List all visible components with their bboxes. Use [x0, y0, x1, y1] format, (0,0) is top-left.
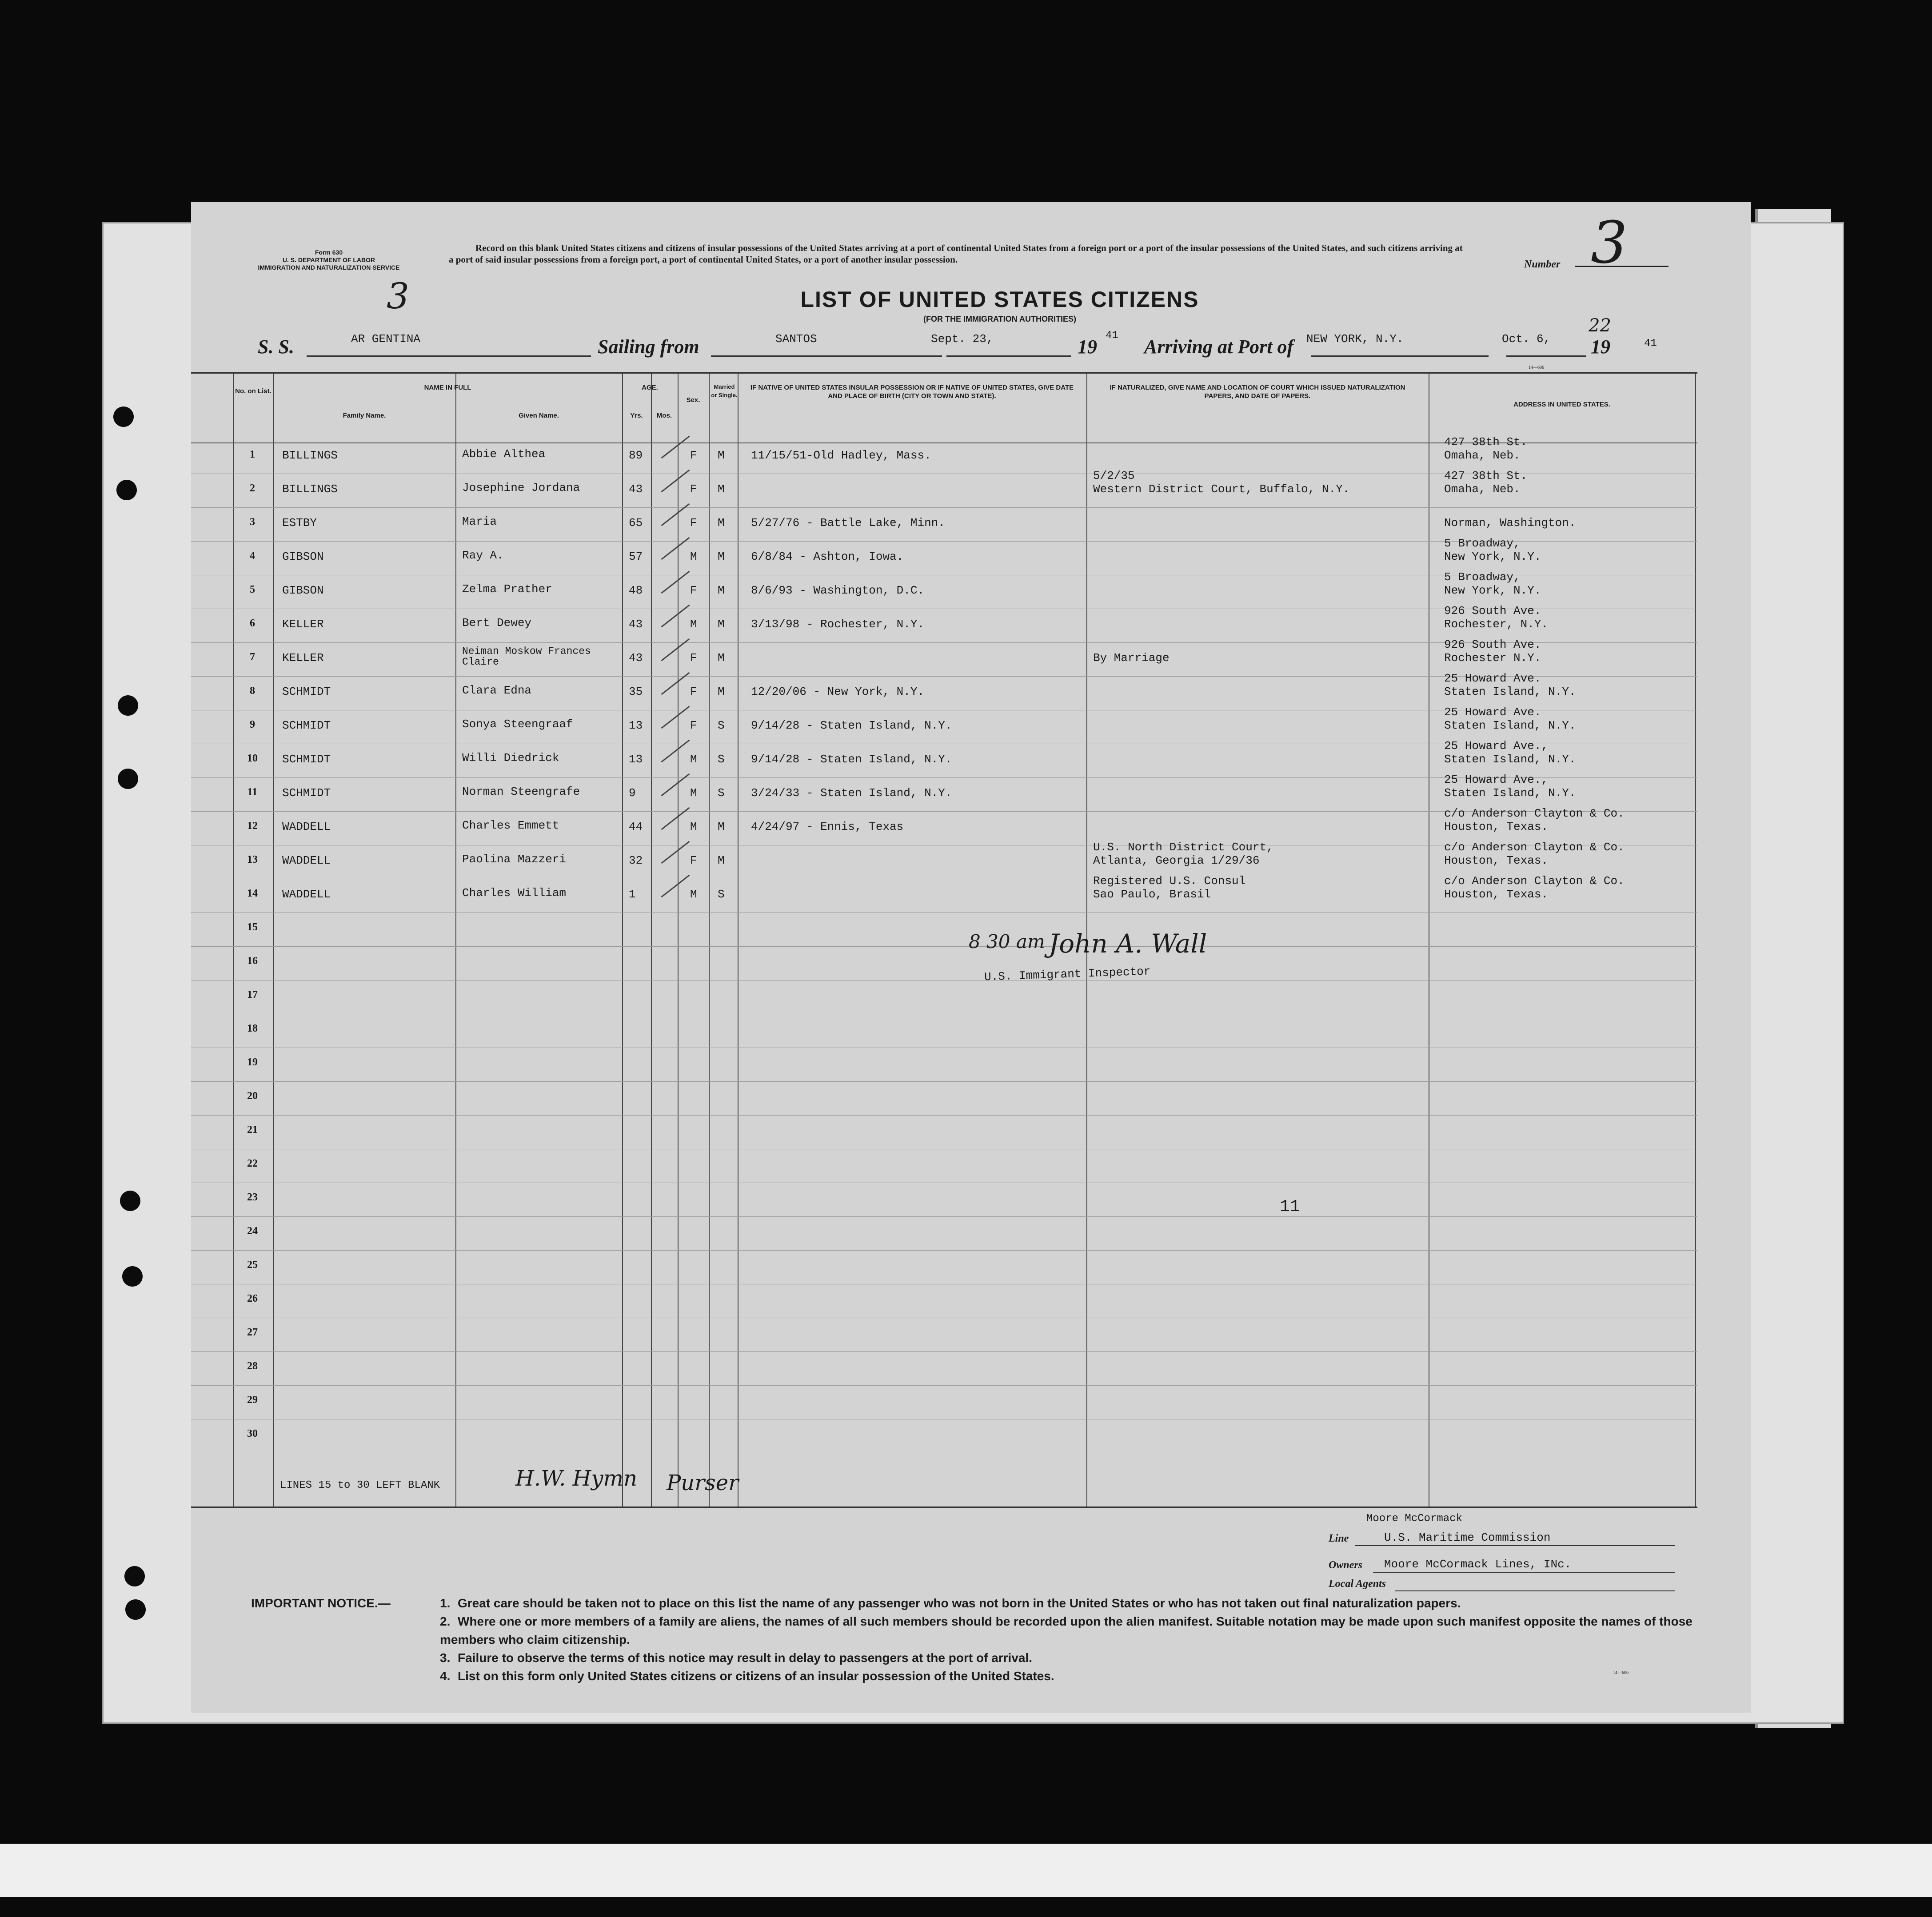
given-name: Bert Dewey [462, 616, 532, 630]
address-line-2: New York, N.Y. [1444, 584, 1541, 597]
marital-status: M [718, 550, 725, 563]
row-rule [191, 507, 1697, 508]
punch-hole [113, 407, 134, 427]
purser-signature: H.W. Hymn [515, 1466, 637, 1491]
ship-underline [307, 355, 591, 357]
row-rule [191, 1081, 1697, 1082]
column-divider [273, 374, 274, 1506]
address-line-1: 25 Howard Ave. [1444, 705, 1541, 719]
line-number: 8 [250, 685, 255, 697]
sex: F [690, 719, 697, 732]
owners-value: Moore McCormack Lines, INc. [1384, 1558, 1572, 1571]
line-number: 6 [250, 618, 255, 629]
address-line-2: Houston, Texas. [1444, 888, 1549, 901]
naturalization-line-2: Western District Court, Buffalo, N.Y. [1093, 482, 1350, 496]
line-number: 22 [247, 1158, 258, 1169]
birth-date-place: 6/8/84 - Ashton, Iowa. [751, 550, 904, 563]
line-number: 26 [247, 1293, 258, 1304]
sex: F [690, 854, 697, 867]
naturalization-line-2: By Marriage [1093, 651, 1170, 665]
line-number: 2 [250, 482, 255, 494]
address-line-1: c/o Anderson Clayton & Co. [1444, 841, 1625, 854]
address-line-1: 5 Broadway, [1444, 570, 1521, 584]
punch-hole [120, 1191, 140, 1211]
punch-hole [118, 695, 138, 716]
col-header-name-in-full: NAME IN FULL [424, 384, 471, 391]
print-code: 14—606 [1529, 365, 1544, 370]
age-years: 48 [629, 584, 643, 597]
family-name: SCHMIDT [282, 753, 331, 766]
arriving-label: Arriving at Port of [1144, 336, 1294, 358]
address-line-2: Rochester N.Y. [1444, 651, 1541, 665]
sailing-year: 41 [1106, 330, 1118, 342]
blank-lines-note: LINES 15 to 30 LEFT BLANK [280, 1479, 440, 1491]
naturalization-line-1: U.S. North District Court, [1093, 841, 1273, 854]
age-years: 13 [629, 719, 643, 732]
punch-hole [116, 480, 137, 500]
purser-title: Purser [667, 1471, 739, 1495]
age-years: 43 [629, 482, 643, 496]
owners-label: Owners [1329, 1559, 1363, 1571]
line-number: 5 [250, 584, 255, 595]
family-name: ESTBY [282, 516, 317, 530]
address-line-1: 926 South Ave. [1444, 604, 1541, 618]
film-edge-strip [0, 1844, 1932, 1897]
birth-date-place: 4/24/97 - Ennis, Texas [751, 820, 904, 833]
handwritten-list-number: 3 [387, 275, 409, 317]
notice-item: 3. Failure to observe the terms of this notice may result in delay to passengers at the port of arrival. [440, 1651, 1033, 1665]
age-years: 43 [629, 618, 643, 631]
birth-date-place: 3/13/98 - Rochester, N.Y. [751, 618, 925, 631]
marital-status: M [718, 618, 725, 631]
department-name: U. S. DEPARTMENT OF LABOR [282, 256, 375, 263]
sailing-port: SANTOS [775, 332, 817, 346]
line-number: 18 [247, 1023, 258, 1034]
local-agents-label: Local Agents [1329, 1578, 1386, 1590]
marital-status: M [718, 449, 725, 462]
line-number: 15 [247, 921, 258, 933]
row-rule [191, 1250, 1697, 1251]
address-line-2: Houston, Texas. [1444, 820, 1549, 833]
birth-date-place: 8/6/93 - Washington, D.C. [751, 584, 925, 597]
sex: M [690, 753, 697, 766]
arrival-year-prefix: 19 [1591, 336, 1610, 358]
line-number: 28 [247, 1360, 258, 1372]
line-number: 19 [247, 1056, 258, 1068]
line-number: 3 [250, 516, 255, 528]
age-years: 65 [629, 516, 643, 530]
local-agents-underline [1395, 1590, 1675, 1591]
address-line-2: Omaha, Neb. [1444, 449, 1521, 462]
sex: F [690, 685, 697, 698]
address-line-1: 5 Broadway, [1444, 537, 1521, 550]
naturalization-line-2: Atlanta, Georgia 1/29/36 [1093, 854, 1260, 867]
sex: F [690, 651, 697, 665]
line-number: 24 [247, 1225, 258, 1237]
birth-date-place: 11/15/51-Old Hadley, Mass. [751, 449, 931, 462]
marital-status: M [718, 584, 725, 597]
family-name: KELLER [282, 618, 324, 631]
family-name: GIBSON [282, 550, 324, 563]
sex: F [690, 516, 697, 530]
sex: M [690, 618, 697, 631]
line-number: 21 [247, 1124, 258, 1136]
address-line-2: Omaha, Neb. [1444, 482, 1521, 496]
given-name: Paolina Mazzeri [462, 853, 567, 866]
sailing-date: Sept. 23, [931, 332, 994, 346]
line-number: 10 [247, 753, 258, 764]
given-name: Ray A. [462, 549, 504, 562]
line-underline [1355, 1545, 1675, 1546]
arrival-date: Oct. 6, [1502, 332, 1551, 346]
birth-date-place: 9/14/28 - Staten Island, N.Y. [751, 753, 952, 766]
arrival-date-underline [1506, 355, 1586, 357]
col-header-sex: Sex. [686, 396, 700, 404]
address-line-1: 427 38th St. [1444, 469, 1528, 482]
col-header-married: Married or Single. [711, 383, 738, 399]
form-number: Form 630 [315, 249, 343, 256]
notice-item: 4. List on this form only United States citizens or citizens of an insular possession of the United States. [440, 1669, 1054, 1683]
arrival-port-underline [1311, 355, 1489, 357]
column-divider [651, 374, 652, 1506]
sex: M [690, 550, 697, 563]
birth-date-place: 5/27/76 - Battle Lake, Minn. [751, 516, 945, 530]
sex: M [690, 786, 697, 800]
family-name: SCHMIDT [282, 719, 331, 732]
address-line-2: Staten Island, N.Y. [1444, 786, 1576, 800]
form-instructions: Record on this blank United States citizens and citizens of insular possessions of the United States arriving at a port of continental United States from a foreign port or a port of the insular possessions of the United States, and such citizens arriving at a port of said insular possessions from a foreign port, a port of continental United States, or a port of another insular possession. [449, 243, 1463, 265]
address-line-2: Staten Island, N.Y. [1444, 753, 1576, 766]
sex: F [690, 449, 697, 462]
address-line-1: c/o Anderson Clayton & Co. [1444, 874, 1625, 888]
given-name: Maria [462, 515, 497, 528]
line-label: Line [1329, 1533, 1349, 1544]
address-line-2: Rochester, N.Y. [1444, 618, 1549, 631]
sailing-date-underline [946, 355, 1071, 357]
birth-date-place: 9/14/28 - Staten Island, N.Y. [751, 719, 952, 732]
line-number: 1 [250, 449, 255, 460]
col-header-age: AGE. [642, 384, 658, 391]
line-number: 12 [247, 820, 258, 832]
notice-label: IMPORTANT NOTICE.— [251, 1596, 391, 1610]
service-name: IMMIGRATION AND NATURALIZATION SERVICE [258, 264, 400, 271]
col-header-naturalized: IF NATURALIZED, GIVE NAME AND LOCATION OF COURT WHICH ISSUED NATURALIZATION PAPERS, AND DATE OF PAPERS. [1110, 384, 1405, 400]
column-divider [455, 374, 456, 1506]
given-name: Charles Emmett [462, 819, 559, 832]
marital-status: M [718, 516, 725, 530]
list-number: 3 [1591, 209, 1628, 276]
given-name: Sonya Steengraaf [462, 717, 573, 731]
col-header-mos: Mos. [656, 412, 672, 419]
notice-item: 2. Where one or more members of a family are aliens, the names of all such members should be recorded upon the alien manifest. Suitable notation may be made upon such manifest opposite the names of those members who claim citizenship. [440, 1614, 1692, 1646]
marital-status: M [718, 651, 725, 665]
sailing-from-label: Sailing from [598, 336, 699, 358]
age-years: 1 [629, 888, 636, 901]
address-line-2: New York, N.Y. [1444, 550, 1541, 563]
ss-label: S. S. [258, 336, 294, 358]
family-name: SCHMIDT [282, 786, 331, 800]
sex: M [690, 820, 697, 833]
inspection-time: 8 30 am [969, 931, 1045, 953]
form-identifier [249, 249, 409, 271]
address-line-1: 427 38th St. [1444, 435, 1528, 449]
age-years: 13 [629, 753, 643, 766]
col-header-yrs: Yrs. [630, 412, 643, 419]
punch-hole [124, 1566, 145, 1586]
marital-status: M [718, 820, 725, 833]
address-line-1: 25 Howard Ave. [1444, 672, 1541, 685]
line-number: 13 [247, 854, 258, 865]
line-number: 30 [247, 1428, 258, 1439]
sex: M [690, 888, 697, 901]
inspector-title: U.S. Immigrant Inspector [984, 964, 1151, 984]
marital-status: M [718, 854, 725, 867]
column-divider [709, 374, 710, 1506]
line-number: 23 [247, 1192, 258, 1203]
line-number: 9 [250, 719, 255, 730]
naturalization-line-1: Registered U.S. Consul [1093, 874, 1246, 888]
arrival-port: NEW YORK, N.Y. [1306, 332, 1404, 346]
line-number: 25 [247, 1259, 258, 1271]
number-label: Number [1524, 259, 1561, 270]
family-name: WADDELL [282, 820, 331, 833]
page-mark: 11 [1280, 1197, 1300, 1216]
line-value: U.S. Maritime Commission [1384, 1531, 1551, 1544]
col-header-given: Given Name. [519, 412, 559, 419]
address-line-2: Staten Island, N.Y. [1444, 719, 1576, 732]
age-years: 57 [629, 550, 643, 563]
col-header-family: Family Name. [343, 412, 386, 419]
line-number: 16 [247, 955, 258, 967]
ship-name: AR GENTINA [351, 332, 421, 346]
birth-date-place: 12/20/06 - New York, N.Y. [751, 685, 925, 698]
address-line-2: Norman, Washington. [1444, 516, 1576, 530]
line-number: 11 [247, 786, 258, 798]
given-name: Clara Edna [462, 684, 532, 697]
col-header-address: ADDRESS IN UNITED STATES. [1513, 401, 1610, 408]
column-divider [233, 374, 234, 1506]
marital-status: M [718, 685, 725, 698]
family-name: WADDELL [282, 888, 331, 901]
row-rule [191, 1385, 1697, 1386]
owners-underline [1373, 1572, 1675, 1573]
address-line-2: Staten Island, N.Y. [1444, 685, 1576, 698]
column-divider [1695, 374, 1696, 1506]
line-number: 17 [247, 989, 258, 1000]
row-rule [191, 1216, 1697, 1217]
family-name: GIBSON [282, 584, 324, 597]
marital-status: S [718, 753, 725, 766]
page-title: LIST OF UNITED STATES CITIZENS [800, 287, 1199, 312]
line-number: 20 [247, 1090, 258, 1102]
given-name: Willi Diedrick [462, 751, 559, 765]
address-line-1: c/o Anderson Clayton & Co. [1444, 807, 1625, 820]
col-header-no: No. on List. [235, 387, 271, 395]
address-line-2: Houston, Texas. [1444, 854, 1549, 867]
inspector-signature: John A. Wall [1049, 929, 1207, 959]
age-years: 43 [629, 651, 643, 665]
marital-status: S [718, 786, 725, 800]
notice-item: 1. Great care should be taken not to place on this list the name of any passenger who was not born in the United States or who has not taken out final naturalization papers. [440, 1596, 1461, 1610]
punch-hole [122, 1266, 143, 1287]
footer-print-code: 14—606 [1613, 1670, 1629, 1675]
given-name: Abbie Althea [462, 447, 546, 461]
column-divider [678, 374, 679, 1506]
marital-status: S [718, 719, 725, 732]
line-number: 29 [247, 1394, 258, 1406]
line-number: 14 [247, 888, 258, 899]
address-line-1: 926 South Ave. [1444, 638, 1541, 651]
sailing-year-prefix: 19 [1078, 336, 1097, 358]
naturalization-line-1: 5/2/35 [1093, 469, 1135, 482]
birth-date-place: 3/24/33 - Staten Island, N.Y. [751, 786, 952, 800]
family-name: WADDELL [282, 854, 331, 867]
age-years: 32 [629, 854, 643, 867]
arrival-year: 41 [1644, 338, 1657, 350]
sex: F [690, 584, 697, 597]
punch-hole [118, 769, 138, 789]
family-name: BILLINGS [282, 449, 338, 462]
row-rule [191, 946, 1697, 947]
sailing-underline [711, 355, 942, 357]
row-rule [191, 1115, 1697, 1116]
given-name: Josephine Jordana [462, 481, 580, 494]
address-line-1: 25 Howard Ave., [1444, 739, 1549, 753]
arrival-day-correction: 22 [1589, 315, 1611, 336]
family-name: SCHMIDT [282, 685, 331, 698]
row-rule [191, 1351, 1697, 1352]
marital-status: S [718, 888, 725, 901]
age-years: 9 [629, 786, 636, 800]
line-value-above: Moore McCormack [1366, 1513, 1463, 1525]
given-name: Norman Steengrafe [462, 785, 580, 798]
family-name: KELLER [282, 651, 324, 665]
age-years: 89 [629, 449, 643, 462]
address-line-1: 25 Howard Ave., [1444, 773, 1549, 786]
line-number: 7 [250, 651, 255, 663]
sex: F [690, 482, 697, 496]
age-years: 44 [629, 820, 643, 833]
marital-status: M [718, 482, 725, 496]
family-name: BILLINGS [282, 482, 338, 496]
page-subtitle: (FOR THE IMMIGRATION AUTHORITIES) [923, 315, 1076, 323]
line-number: 4 [250, 550, 255, 562]
line-number: 27 [247, 1327, 258, 1338]
column-divider [622, 374, 623, 1506]
age-years: 35 [629, 685, 643, 698]
naturalization-line-2: Sao Paulo, Brasil [1093, 888, 1211, 901]
col-header-birth: IF NATIVE OF UNITED STATES INSULAR POSSESSION OR IF NATIVE OF UNITED STATES, GIVE DATE AND PLACE OF BIRTH (CITY OR TOWN AND STATE). [750, 384, 1074, 400]
given-name: Charles William [462, 886, 567, 900]
punch-hole [125, 1599, 146, 1620]
given-name: Neiman Moskow Frances Claire [462, 646, 591, 668]
given-name: Zelma Prather [462, 582, 552, 596]
